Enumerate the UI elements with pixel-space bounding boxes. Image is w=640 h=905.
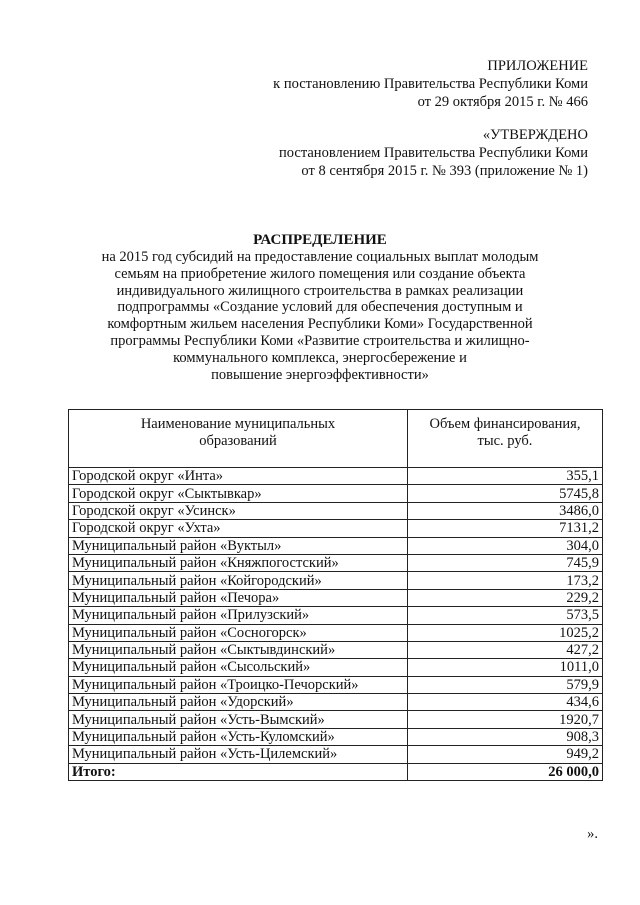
subtitle-line: подпрограммы «Создание условий для обеспечения доступным и bbox=[117, 299, 523, 316]
municipality-name: Муниципальный район «Печора» bbox=[69, 589, 408, 606]
table-row bbox=[69, 468, 603, 485]
table-row bbox=[69, 502, 603, 519]
table-header-row bbox=[69, 410, 603, 468]
municipality-name: Муниципальный район «Княжпогостский» bbox=[69, 554, 408, 571]
table-row bbox=[69, 624, 603, 641]
appendix-decree: к постановлению Правительства Республики Коми bbox=[273, 76, 588, 92]
table-row bbox=[69, 746, 603, 763]
funding-value: 5745,8 bbox=[408, 485, 603, 502]
municipality-name: Городской округ «Сыктывкар» bbox=[69, 485, 408, 502]
subtitle-line: индивидуального жилищного строительства в рамках реализации bbox=[116, 282, 524, 299]
table-row bbox=[69, 641, 603, 658]
table-row bbox=[69, 711, 603, 728]
table-row bbox=[69, 607, 603, 624]
header-funding-line2: тыс. руб. bbox=[477, 433, 533, 449]
total-row bbox=[69, 763, 603, 780]
table-row bbox=[69, 589, 603, 606]
appendix-title: ПРИЛОЖЕНИЕ bbox=[487, 58, 588, 74]
subtitle-line: на 2015 год субсидий на предоставление социальных выплат молодым bbox=[101, 249, 539, 265]
subtitle-line: комфортным жильем населения Республики Коми» Государственной bbox=[107, 316, 533, 333]
table-row bbox=[69, 659, 603, 676]
funding-value: 1025,2 bbox=[408, 624, 603, 641]
table-row bbox=[69, 676, 603, 693]
header-municipality-line1: Наименование муниципальных bbox=[140, 416, 336, 432]
closing-quote: ». bbox=[587, 826, 598, 842]
funding-value: 3486,0 bbox=[408, 502, 603, 519]
table-row bbox=[69, 537, 603, 554]
table-row bbox=[69, 572, 603, 589]
table-body bbox=[69, 468, 603, 781]
table-row bbox=[69, 520, 603, 537]
table-row bbox=[69, 694, 603, 711]
total-label: Итого: bbox=[69, 763, 408, 780]
table-row bbox=[69, 554, 603, 571]
funding-value: 1011,0 bbox=[408, 659, 603, 676]
funding-value: 949,2 bbox=[408, 746, 603, 763]
appendix-header bbox=[273, 57, 588, 111]
approved-header bbox=[279, 126, 588, 180]
municipality-name: Городской округ «Инта» bbox=[69, 468, 408, 485]
funding-value: 355,1 bbox=[408, 468, 603, 485]
header-municipality-line2: образований bbox=[199, 433, 277, 449]
municipality-name: Городской округ «Усинск» bbox=[69, 502, 408, 519]
funding-value: 573,5 bbox=[408, 607, 603, 624]
header-funding bbox=[408, 410, 603, 468]
municipality-name: Муниципальный район «Сысольский» bbox=[69, 659, 408, 676]
table-row bbox=[69, 728, 603, 745]
municipality-name: Муниципальный район «Усть-Вымский» bbox=[69, 711, 408, 728]
funding-value: 434,6 bbox=[408, 694, 603, 711]
header-funding-line1: Объем финансирования, bbox=[429, 416, 581, 432]
subtitle-line: повышение энергоэффективности» bbox=[211, 366, 429, 383]
funding-value: 7131,2 bbox=[408, 520, 603, 537]
municipality-name: Муниципальный район «Усть-Куломский» bbox=[69, 728, 408, 745]
funding-value: 745,9 bbox=[408, 554, 603, 571]
municipality-name: Муниципальный район «Усть-Цилемский» bbox=[69, 746, 408, 763]
municipality-name: Муниципальный район «Троицко-Печорский» bbox=[69, 676, 408, 693]
funding-value: 908,3 bbox=[408, 728, 603, 745]
subtitle-line: коммунального комплекса, энергосбережение и bbox=[173, 349, 467, 366]
funding-value: 173,2 bbox=[408, 572, 603, 589]
document-subtitle bbox=[95, 249, 545, 383]
funding-table bbox=[68, 409, 603, 781]
approved-title: «УТВЕРЖДЕНО bbox=[482, 127, 588, 143]
municipality-name: Муниципальный район «Удорский» bbox=[69, 694, 408, 711]
funding-value: 427,2 bbox=[408, 641, 603, 658]
total-value: 26 000,0 bbox=[408, 763, 603, 780]
table-row bbox=[69, 485, 603, 502]
subtitle-line: семьям на приобретение жилого помещения или создание объекта bbox=[114, 265, 526, 282]
subtitle-line: программы Республики Коми «Развитие строительства и жилищно- bbox=[110, 332, 530, 349]
municipality-name: Муниципальный район «Сыктывдинский» bbox=[69, 641, 408, 658]
municipality-name: Муниципальный район «Койгородский» bbox=[69, 572, 408, 589]
municipality-name: Муниципальный район «Вуктыл» bbox=[69, 537, 408, 554]
document-title: РАСПРЕДЕЛЕНИЕ bbox=[253, 232, 387, 248]
approved-decree: постановлением Правительства Республики Коми bbox=[279, 145, 588, 161]
municipality-name: Городской округ «Ухта» bbox=[69, 520, 408, 537]
funding-value: 229,2 bbox=[408, 589, 603, 606]
funding-value: 579,9 bbox=[408, 676, 603, 693]
funding-value: 1920,7 bbox=[408, 711, 603, 728]
header-municipality bbox=[69, 410, 408, 468]
approved-date: от 8 сентября 2015 г. № 393 (приложение № 1) bbox=[301, 163, 588, 179]
appendix-date: от 29 октября 2015 г. № 466 bbox=[417, 94, 588, 110]
municipality-name: Муниципальный район «Сосногорск» bbox=[69, 624, 408, 641]
funding-value: 304,0 bbox=[408, 537, 603, 554]
municipality-name: Муниципальный район «Прилузский» bbox=[69, 607, 408, 624]
